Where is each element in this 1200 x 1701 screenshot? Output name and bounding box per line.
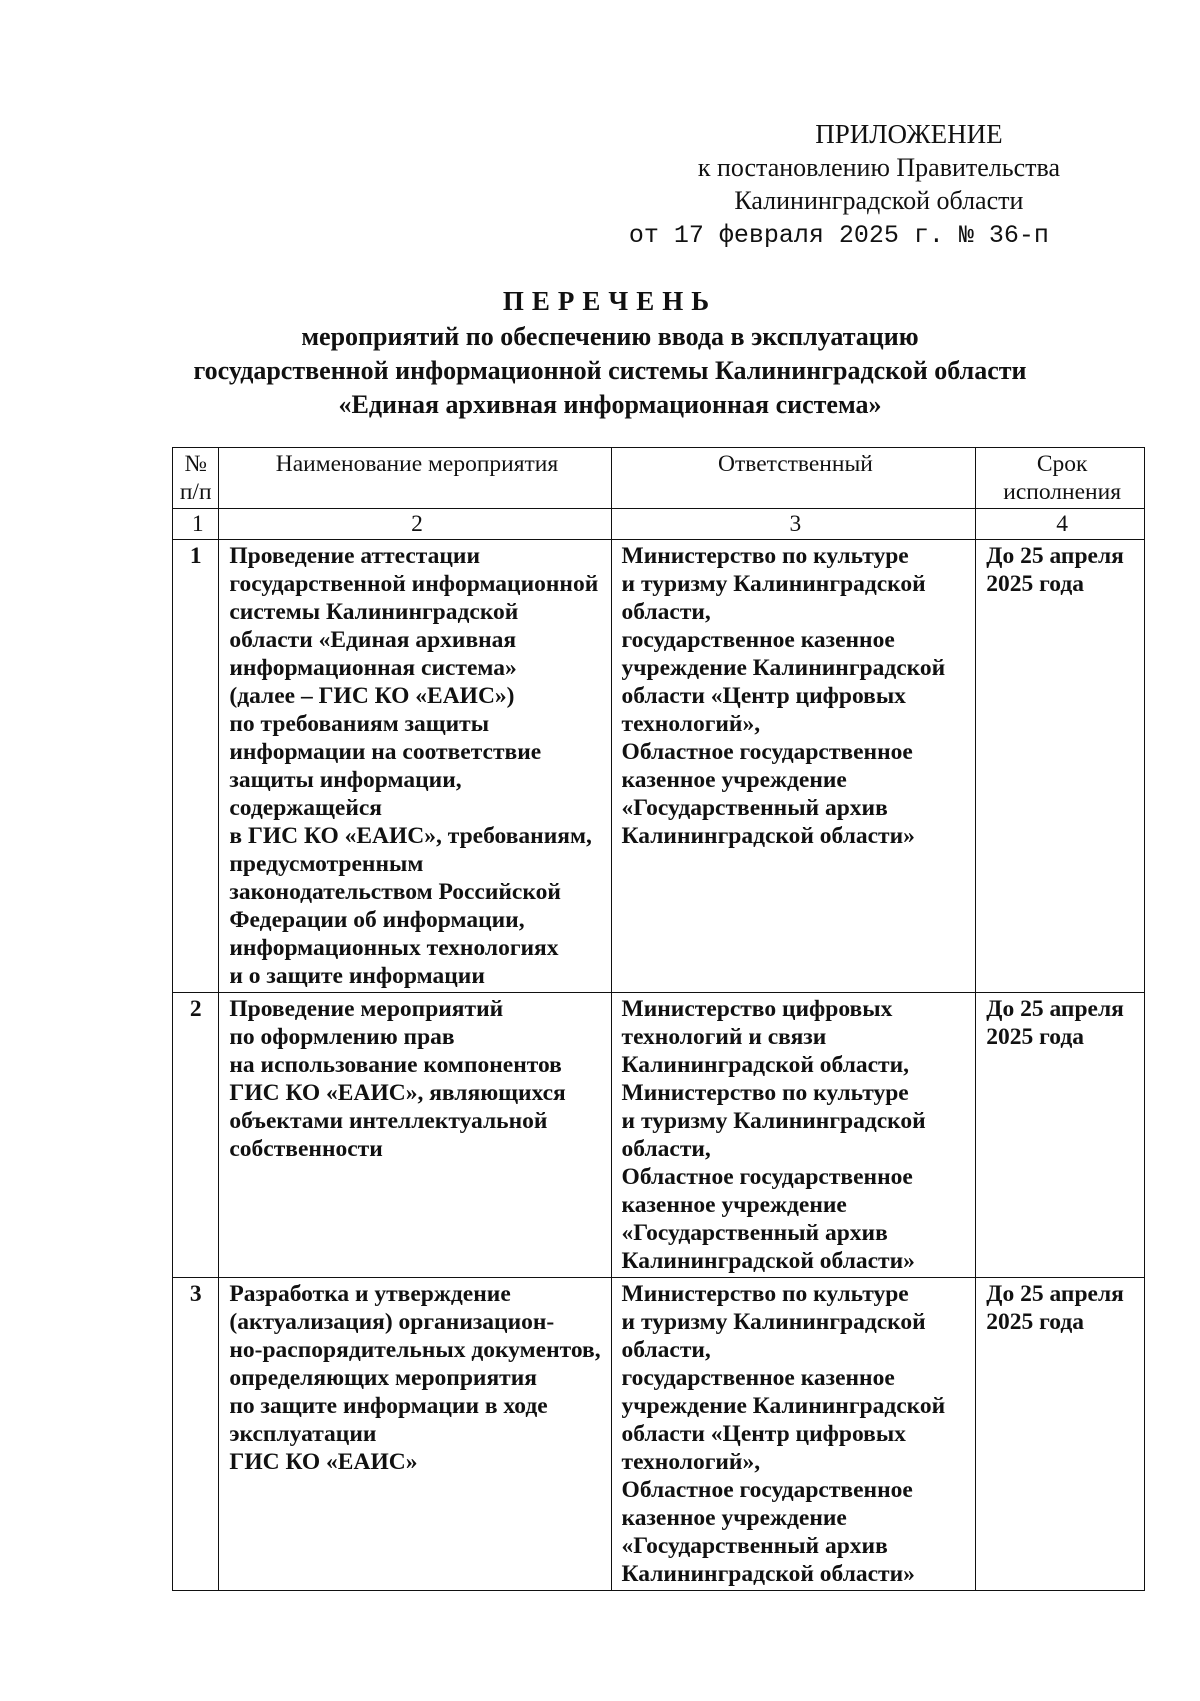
row-responsible: Министерство по культуре и туризму Калининградской области, государственное казенное учреждение Калининградской области «Центр цифровых технологий», Областное государственное казенное учреждение «Государственный архив Калининградской области» [611, 540, 976, 993]
appendix-line-2: Калининградской области [734, 186, 1024, 215]
heading-line-2: государственной информационной системы Калининградской области [193, 356, 1027, 385]
header-event: Наименование мероприятия [219, 448, 611, 509]
header-responsible: Ответственный [611, 448, 976, 509]
heading-line-1: мероприятий по обеспечению ввода в эксплуатацию [301, 322, 919, 351]
table-index-row [173, 509, 1145, 540]
row-term: До 25 апреля 2025 года [976, 540, 1145, 993]
appendix-block [628, 118, 1060, 252]
document-heading [160, 284, 1060, 422]
heading-line-3: «Единая архивная информационная система» [338, 390, 882, 419]
appendix-date: от 17 февраля 2025 г. № 36-п [628, 221, 1049, 250]
header-number: № п/п [173, 448, 219, 509]
index-cell: 2 [219, 509, 611, 540]
row-responsible: Министерство по культуре и туризму Калининградской области, государственное казенное учреждение Калининградской области «Центр цифровых технологий», Областное государственное казенное учреждение «Государственный архив Калининградской области» [611, 1278, 976, 1591]
appendix-line-1: к постановлению Правительства [697, 153, 1060, 182]
row-number: 1 [173, 540, 219, 993]
table-row [173, 993, 1145, 1278]
row-term: До 25 апреля 2025 года [976, 1278, 1145, 1591]
header-term: Срок исполнения [976, 448, 1145, 509]
row-event: Проведение аттестации государственной информационной системы Калининградской области «Единая архивная информационная система» (далее – ГИС КО «ЕАИС») по требованиям защиты информации на соответствие защиты информации, содержащейся в ГИС КО «ЕАИС», требованиям, предусмотренным законодательством Российской Федерации об информации, информационных технологиях и о защите информации [219, 540, 611, 993]
measures-table [172, 447, 1145, 1591]
appendix-title: ПРИЛОЖЕНИЕ [815, 119, 1003, 149]
table-header-row [173, 448, 1145, 509]
row-event: Разработка и утверждение (актуализация) организацион- но-распорядительных документов, определяющих мероприятия по защите информации в ходе эксплуатации ГИС КО «ЕАИС» [219, 1278, 611, 1591]
index-cell: 1 [173, 509, 219, 540]
row-number: 3 [173, 1278, 219, 1591]
row-event: Проведение мероприятий по оформлению прав на использование компонентов ГИС КО «ЕАИС», являющихся объектами интеллектуальной собственности [219, 993, 611, 1278]
row-responsible: Министерство цифровых технологий и связи Калининградской области, Министерство по культуре и туризму Калининградской области, Областное государственное казенное учреждение «Государственный архив Калининградской области» [611, 993, 976, 1278]
row-term: До 25 апреля 2025 года [976, 993, 1145, 1278]
table-row [173, 1278, 1145, 1591]
heading-title: ПЕРЕЧЕНЬ [502, 286, 718, 316]
index-cell: 3 [611, 509, 976, 540]
row-number: 2 [173, 993, 219, 1278]
index-cell: 4 [976, 509, 1145, 540]
table-row [173, 540, 1145, 993]
